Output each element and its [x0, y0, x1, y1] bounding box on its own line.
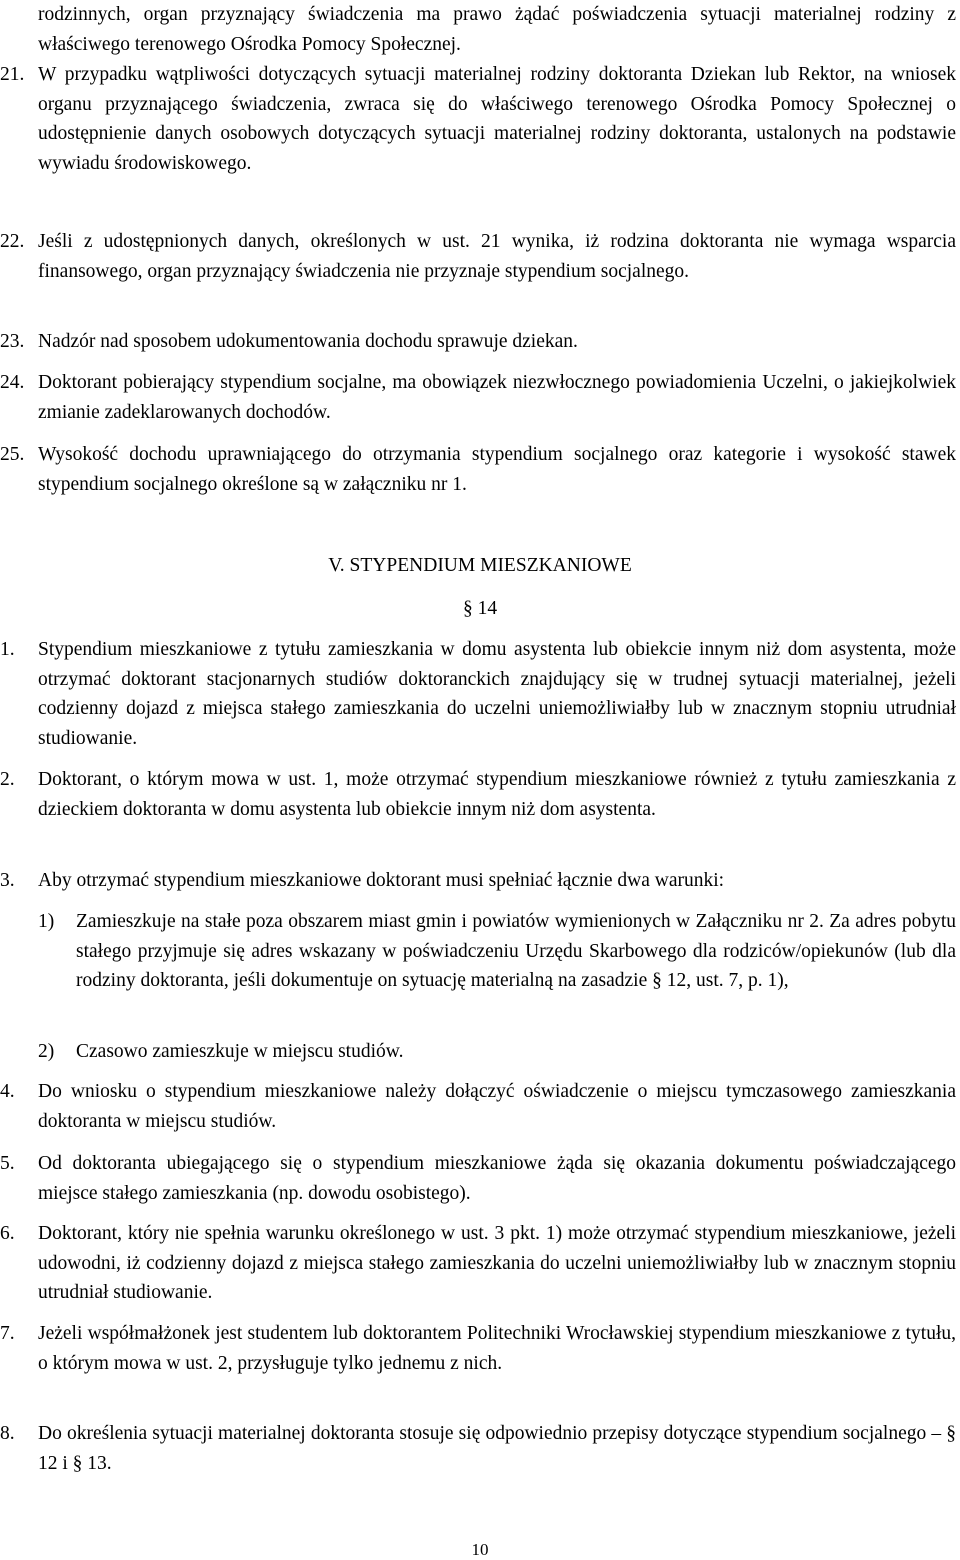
item-text: Do wniosku o stypendium mieszkaniowe należy dołączyć oświadczenie o miejscu tymczasowego zamieszkania doktoranta w miejscu studiów.: [38, 1081, 956, 1132]
page-number: 10: [471, 1540, 489, 1559]
item-number: 1.: [0, 639, 15, 660]
list-item: [0, 227, 956, 286]
list-item: [0, 1219, 956, 1308]
item-text: Jeżeli współmałżonek jest studentem lub doktorantem Politechniki Wrocławskiej stypendium mieszkaniowe z tytułu, o którym mowa w ust. 2, przysługuje tylko jednemu z nich.: [38, 1323, 956, 1374]
sub-list-item: [38, 907, 956, 996]
item-number: 7.: [0, 1323, 15, 1344]
item-number: 8.: [0, 1423, 15, 1444]
item-text: Stypendium mieszkaniowe z tytułu zamieszkania w domu asystenta lub obiekcie innym niż dom asystenta, może otrzymać doktorant stacjonarnych studiów doktoranckich znajdujący się w trudnej sytuacji materialnej, jeżeli codzienny dojazd z miejsca stałego zamieszkania do uczelni uniemożliwiałby lub w znacznym stopniu utrudniał studiowanie.: [38, 639, 956, 749]
item-number: 23.: [0, 331, 25, 352]
sub-item-number: 1): [38, 911, 55, 932]
sub-item-text: Zamieszkuje na stałe poza obszarem miast gmin i powiatów wymienionych w Załączniku nr 2. Za adres pobytu stałego przyjmuje się adres wskazany w poświadczeniu Urzędu Skarbowego dla rodziców/opiekunów (lub dla rodziny doktoranta, jeśli dokumentuje on sytuację materialną na zasadzie § 12, ust. 7, p. 1),: [76, 911, 956, 991]
paragraph-sign: § 14: [462, 598, 498, 619]
list-item: [0, 866, 956, 896]
list-item: [0, 1319, 956, 1378]
item-text: Wysokość dochodu uprawniającego do otrzymania stypendium socjalnego oraz kategorie i wysokość stawek stypendium socjalnego określone są w załączniku nr 1.: [38, 444, 956, 495]
item-number: 25.: [0, 444, 25, 465]
item-number: 6.: [0, 1223, 15, 1244]
item-text: Doktorant, o którym mowa w ust. 1, może otrzymać stypendium mieszkaniowe również z tytułu zamieszkania z dzieckiem doktoranta w domu asystenta lub obiekcie innym niż dom asystenta.: [38, 769, 956, 820]
sub-item-number: 2): [38, 1041, 55, 1062]
item-text: Nadzór nad sposobem udokumentowania dochodu sprawuje dziekan.: [38, 331, 578, 352]
list-item: [0, 368, 956, 427]
list-item: [0, 635, 956, 753]
list-item: [0, 440, 956, 499]
item-text: W przypadku wątpliwości dotyczących sytuacji materialnej rodziny doktoranta Dziekan lub Rektor, na wniosek organu przyznającego świadczenia, zwraca się do właściwego terenowego Ośrodka Pomocy Społecznej o udostępnienie danych osobowych dotyczących sytuacji materialnej rodziny doktoranta, ustalonych na podstawie wywiadu środowiskowego.: [38, 64, 956, 174]
item-text: Jeśli z udostępnionych danych, określonych w ust. 21 wynika, iż rodzina doktoranta nie wymaga wsparcia finansowego, organ przyznający świadczenia nie przyznaje stypendium socjalnego.: [38, 231, 956, 282]
item-text: Aby otrzymać stypendium mieszkaniowe doktorant musi spełniać łącznie dwa warunki:: [38, 870, 725, 891]
list-item: [0, 1419, 956, 1478]
item-text: Od doktoranta ubiegającego się o stypendium mieszkaniowe żąda się okazania dokumentu poświadczającego miejsce stałego zamieszkania (np. dowodu osobistego).: [38, 1153, 956, 1204]
list-item: [0, 327, 956, 357]
item-number: 24.: [0, 372, 25, 393]
continuation-paragraph: rodzinnych, organ przyznający świadczenia ma prawo żądać poświadczenia sytuacji materialnej rodziny z właściwego terenowego Ośrodka Pomocy Społecznej.: [38, 4, 956, 55]
item-number: 21.: [0, 64, 25, 85]
sub-item-text: Czasowo zamieszkuje w miejscu studiów.: [76, 1041, 404, 1062]
item-number: 22.: [0, 231, 25, 252]
item-number: 2.: [0, 769, 15, 790]
list-item: [0, 1149, 956, 1208]
item-text: Do określenia sytuacji materialnej doktoranta stosuje się odpowiednio przepisy dotyczące stypendium socjalnego – § 12 i § 13.: [38, 1423, 956, 1474]
item-text: Doktorant, który nie spełnia warunku określonego w ust. 3 pkt. 1) może otrzymać stypendium mieszkaniowe, jeżeli udowodni, iż codzienny dojazd z miejsca stałego zamieszkania do uczelni uniemożliwiałby lub w znacznym stopniu utrudniał studiowanie.: [38, 1223, 956, 1303]
list-item: [0, 1077, 956, 1136]
list-item: [0, 765, 956, 824]
list-item: [0, 60, 956, 178]
section-heading: V. STYPENDIUM MIESZKANIOWE: [328, 555, 632, 576]
item-number: 3.: [0, 870, 15, 891]
sub-list-item: [38, 1037, 956, 1067]
item-number: 5.: [0, 1153, 15, 1174]
item-number: 4.: [0, 1081, 15, 1102]
item-text: Doktorant pobierający stypendium socjalne, ma obowiązek niezwłocznego powiadomienia Uczelni, o jakiejkolwiek zmianie zadeklarowanych dochodów.: [38, 372, 956, 423]
